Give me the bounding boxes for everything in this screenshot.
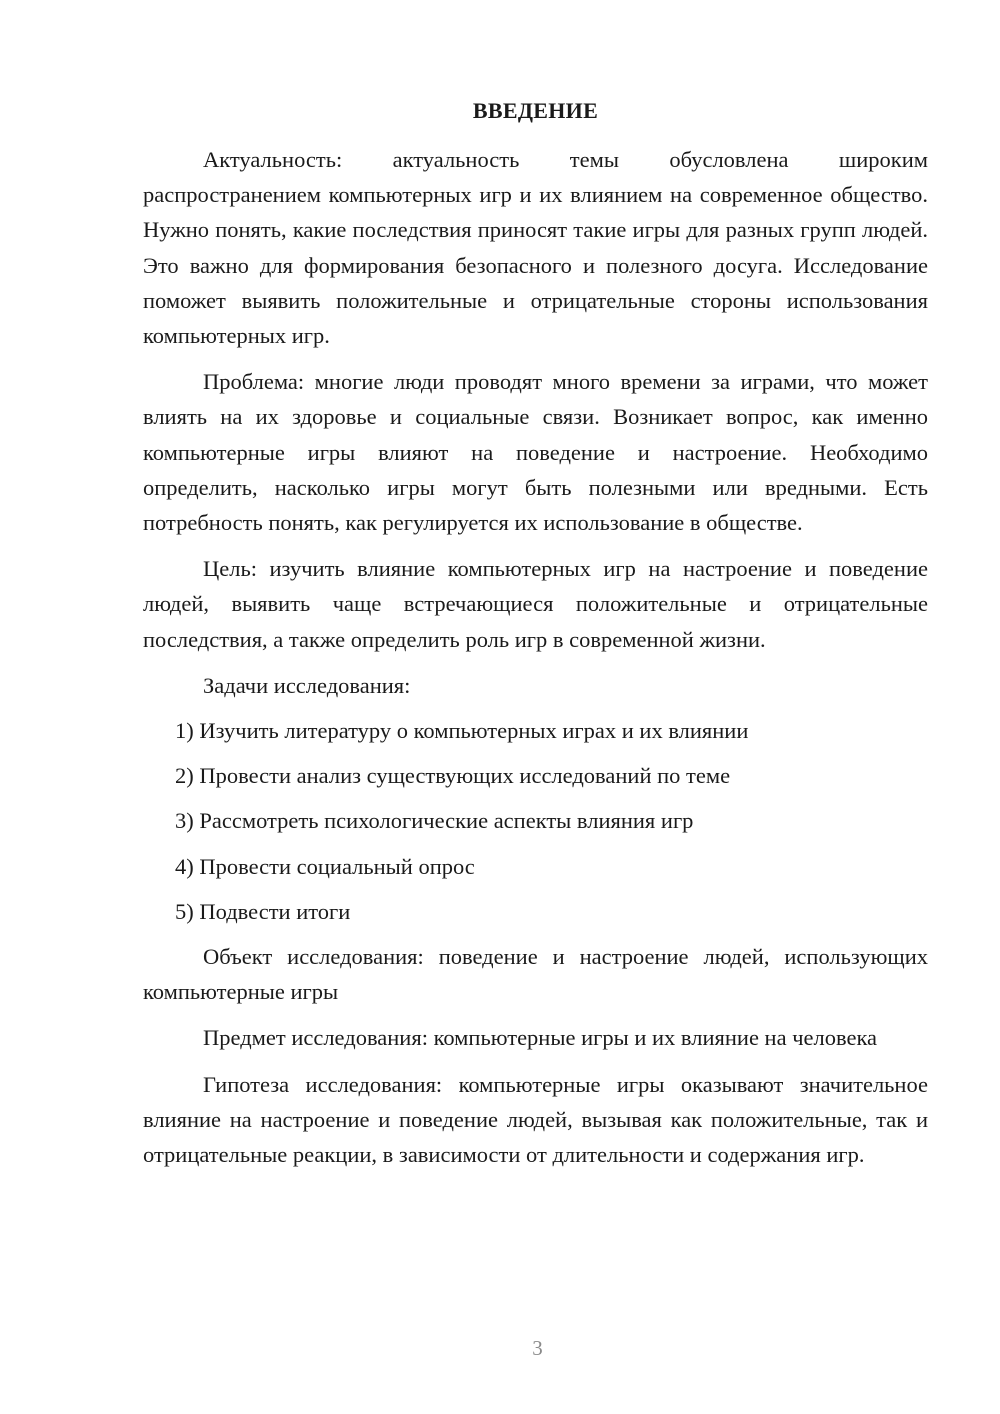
- page-number: 3: [532, 1336, 543, 1360]
- problem-paragraph: Проблема: многие люди проводят много времени за играми, что может влиять на их здоровье и социальные связи. Возникает вопрос, как именно компьютерные игры влияют на поведение и настроение. Необходимо определить, насколько игры могут быть полезными или вредными. Есть потребность понять, как регулируется их использование в обществе.: [143, 369, 928, 536]
- subject-paragraph: Предмет исследования: компьютерные игры и их влияние на человека: [203, 1025, 878, 1051]
- task-item-4: 4) Провести социальный опрос: [175, 853, 475, 879]
- task-item-2: 2) Провести анализ существующих исследований по теме: [175, 763, 731, 789]
- document-body: [143, 142, 928, 1183]
- page-title: ВВЕДЕНИЕ: [472, 98, 599, 123]
- hypothesis-paragraph: Гипотеза исследования: компьютерные игры оказывают значительное влияние на настроение и поведение людей, вызывая как положительные, так и отрицательные реакции, в зависимости от длительности и содержания игр.: [143, 1071, 928, 1167]
- tasks-list: [143, 713, 928, 929]
- tasks-heading: Задачи исследования:: [203, 672, 411, 698]
- object-paragraph: Объект исследования: поведение и настроение людей, использующих компьютерные игры: [143, 943, 928, 1005]
- task-item-5: 5) Подвести итоги: [175, 898, 351, 924]
- goal-paragraph: Цель: изучить влияние компьютерных игр на настроение и поведение людей, выявить чаще встречающиеся положительные и отрицательные последствия, а также определить роль игр в современной жизни.: [143, 556, 928, 652]
- relevance-paragraph: Актуальность: актуальность темы обусловлена широким распространением компьютерных игр и их влиянием на современное общество. Нужно понять, какие последствия приносят такие игры для разных групп людей. Это важно для формирования безопасного и полезного досуга. Исследование поможет выявить положительные и отрицательные стороны использования компьютерных игр.: [143, 147, 928, 349]
- task-item-3: 3) Рассмотреть психологические аспекты влияния игр: [175, 808, 694, 834]
- task-item-1: 1) Изучить литературу о компьютерных играх и их влиянии: [175, 718, 749, 744]
